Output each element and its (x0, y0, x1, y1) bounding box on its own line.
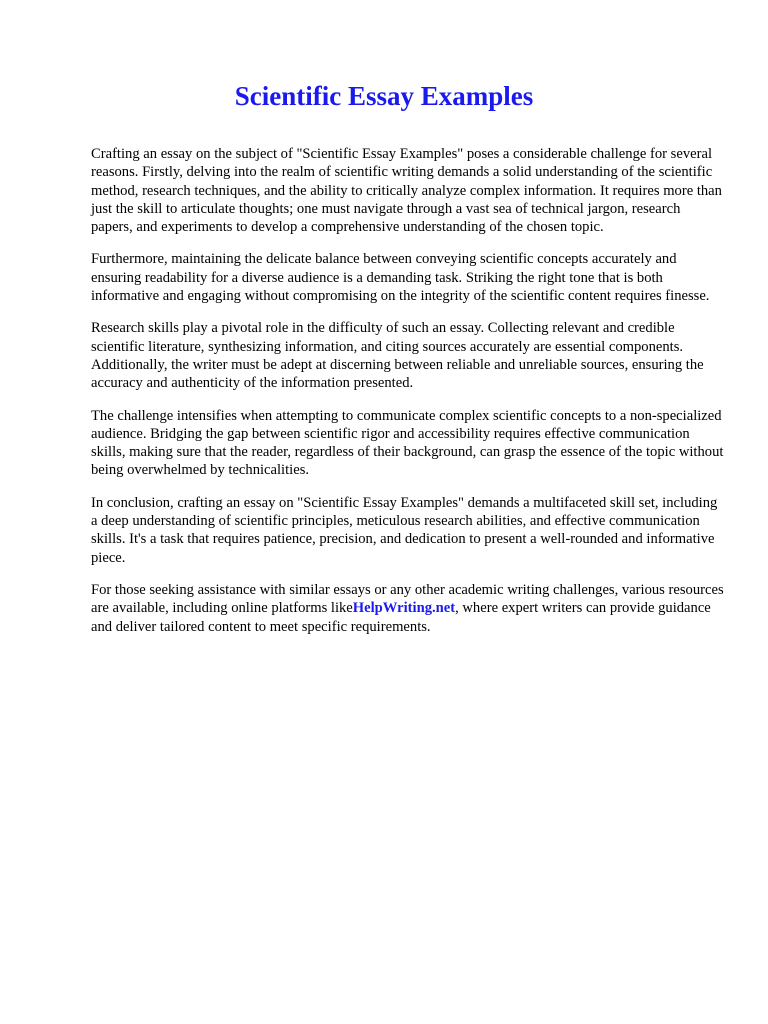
paragraph-3: Research skills play a pivotal role in the difficulty of such an essay. Collecting relevant and credible scientific literature, synthesizing information, and citing sources accurately are essential components. Additionally, the writer must be adept at discerning between reliable and unreliable sources, ensuring the accuracy and authenticity of the information presented. (91, 320, 704, 392)
helpwriting-link[interactable]: HelpWriting.net (352, 600, 456, 617)
paragraph-1: Crafting an essay on the subject of "Scientific Essay Examples" poses a considerable challenge for several reasons. Firstly, delving into the realm of scientific writing demands a solid understanding of the scientific method, research techniques, and the ability to critically analyze complex information. It requires more than just the skill to articulate thoughts; one must navigate through a vast sea of technical jargon, research papers, and experiments to develop a comprehensive understanding of the chosen topic. (91, 146, 722, 236)
paragraph-6-outro: , where expert writers can provide guidance and deliver tailored content to meet specific requirements. (91, 600, 711, 635)
paragraph-4: The challenge intensifies when attempting to communicate complex scientific concepts to a non-specialized audience. Bridging the gap between scientific rigor and accessibility requires effective communication skills, making sure that the reader, regardless of their background, can grasp the essence of the topic without being overwhelmed by technicalities. (91, 407, 724, 479)
page-title: Scientific Essay Examples (234, 81, 534, 111)
paragraph-6 (91, 581, 725, 636)
essay-body (91, 145, 725, 650)
paragraph-6-intro: For those seeking assistance with similar essays or any other academic writing challenges, various resources are available, including online platforms like (91, 581, 724, 617)
paragraph-2: Furthermore, maintaining the delicate balance between conveying scientific concepts accurately and ensuring readability for a diverse audience is a demanding task. Striking the right tone that is both informative and engaging without compromising on the integrity of the scientific content requires finesse. (91, 251, 710, 305)
paragraph-5: In conclusion, crafting an essay on "Scientific Essay Examples" demands a multifaceted skill set, including a deep understanding of scientific principles, meticulous research abilities, and effective communication skills. It's a task that requires patience, precision, and dedication to present a well-rounded and informative piece. (91, 494, 718, 566)
